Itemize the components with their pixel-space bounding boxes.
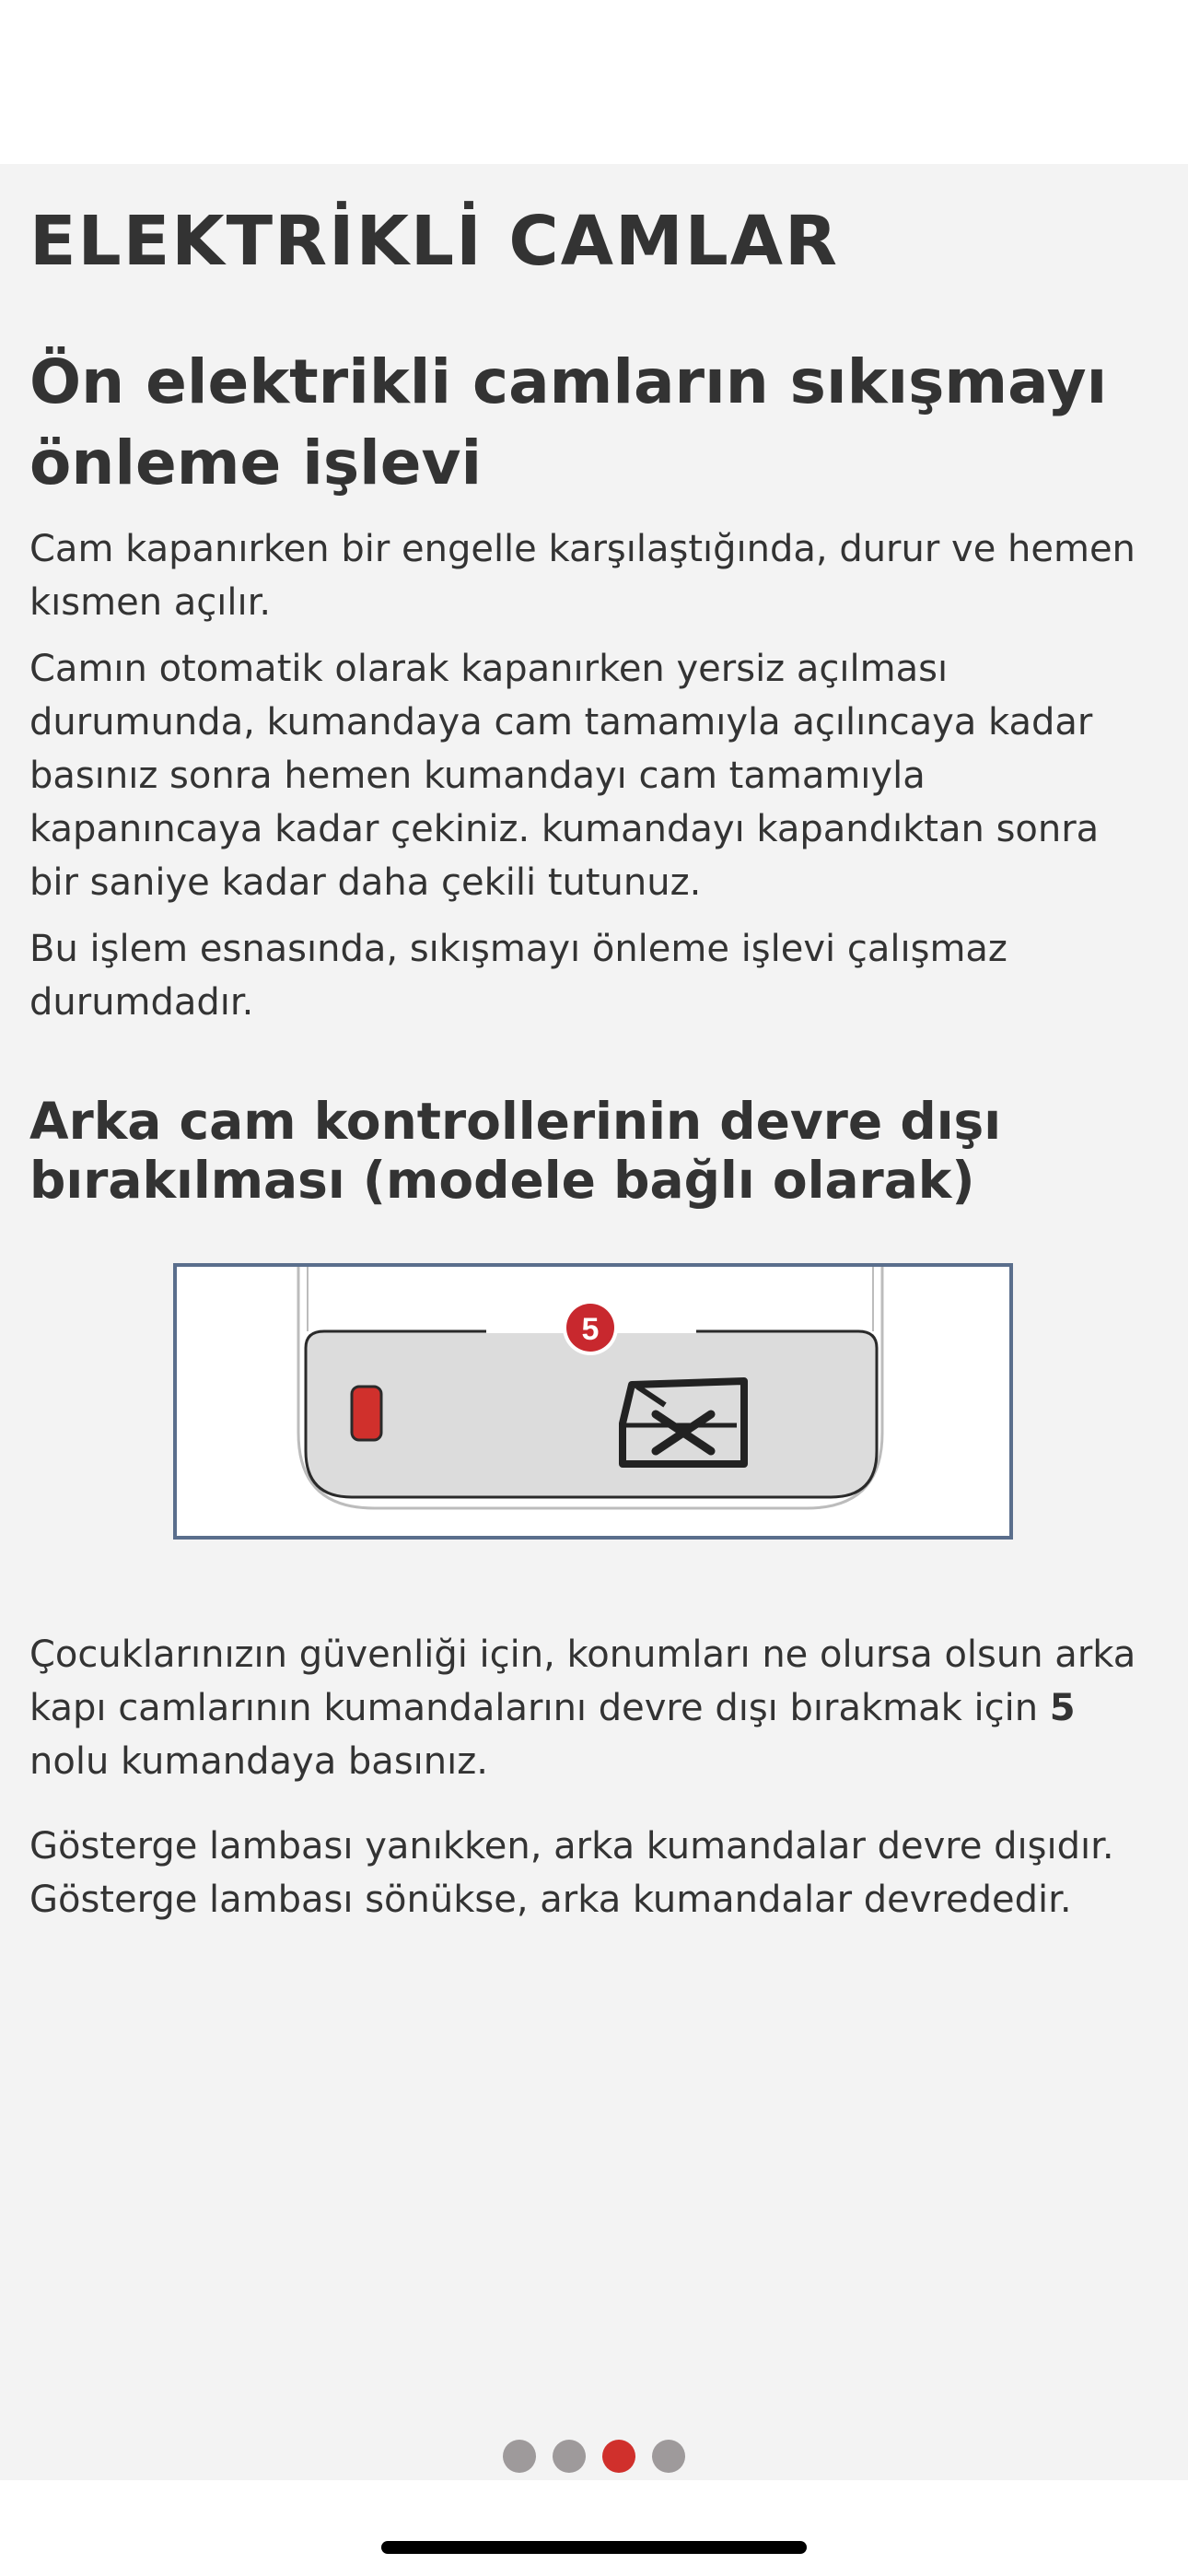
paragraph-indicator-lamp bbox=[29, 1820, 1159, 1926]
page-indicator[interactable] bbox=[0, 2440, 1188, 2473]
page-dot-1[interactable] bbox=[503, 2440, 536, 2473]
page-dot-3[interactable] bbox=[602, 2440, 635, 2473]
indicator-off-text: Gösterge lambası sönükse, arka kumandalar devrededir. bbox=[29, 1879, 1072, 1922]
indicator-on-text: Gösterge lambası yanıkken, arka kumandalar devre dışıdır. bbox=[29, 1825, 1114, 1868]
status-bar-area bbox=[0, 0, 1188, 164]
page-dot-2[interactable] bbox=[553, 2440, 586, 2473]
heading-anti-pinch: Ön elektrikli camların sıkışmayı önleme işlevi bbox=[29, 345, 1108, 498]
child-lock-switch-figure bbox=[173, 1263, 1013, 1540]
switch-illustration bbox=[177, 1267, 1009, 1536]
manual-page[interactable] bbox=[0, 164, 1188, 2480]
paragraph-child-safety-number: 5 bbox=[1049, 1687, 1076, 1730]
paragraph-reinitialize: Camın otomatik olarak kapanırken yersiz açılması durumunda, kumandaya cam tamamıyla açılıncaya kadar basınız sonra hemen kumandayı cam tamamıyla kapanıncaya kadar çekiniz. kumandayı kapandıktan sonra bir saniye kadar daha çekili tutunuz. bbox=[29, 648, 1100, 905]
section-title: ELEKTRİKLİ CAMLAR bbox=[29, 202, 840, 281]
indicator-lamp bbox=[352, 1387, 381, 1440]
home-indicator[interactable] bbox=[381, 2541, 807, 2554]
paragraph-child-safety bbox=[29, 1628, 1159, 1788]
paragraph-obstacle: Cam kapanırken bir engelle karşılaştığında, durur ve hemen kısmen açılır. bbox=[29, 528, 1136, 625]
paragraph-child-safety-text-1: Çocuklarınızın güvenliği için, konumları ne olursa olsun arka kapı camlarının kumandalarını devre dışı bırakmak için bbox=[29, 1633, 1136, 1730]
paragraph-anti-pinch-disabled: Bu işlem esnasında, sıkışmayı önleme işlevi çalışmaz durumdadır. bbox=[29, 928, 1007, 1025]
paragraph-child-safety-text-2: nolu kumandaya basınız. bbox=[29, 1740, 488, 1784]
heading-rear-controls: Arka cam kontrollerinin devre dışı bırakılması (modele bağlı olarak) bbox=[29, 1092, 1002, 1211]
callout-number: 5 bbox=[581, 1312, 600, 1348]
page-dot-4[interactable] bbox=[652, 2440, 685, 2473]
